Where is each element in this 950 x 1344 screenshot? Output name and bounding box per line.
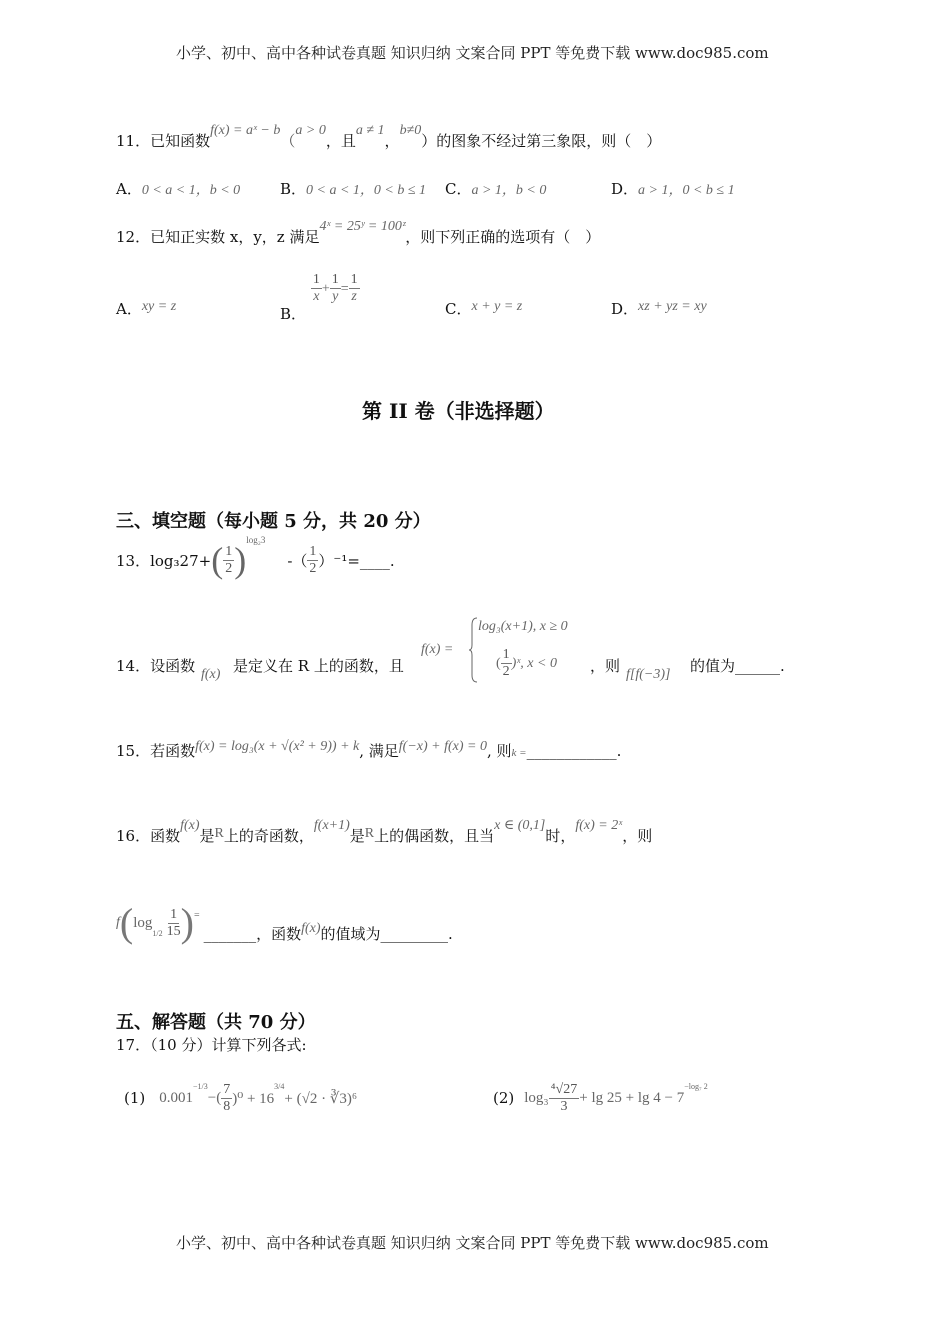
q12-option-a — [116, 298, 176, 319]
q14-case2-num: 1 — [502, 647, 510, 662]
q14-case1: log₃(x+1), x ≥ 0 — [478, 619, 568, 634]
q12-stem-a: 12．已知正实数 x，y，z 满足 — [116, 228, 320, 246]
q17-p1-a: 0.001 — [159, 1089, 193, 1106]
q14-fdef: f(x) = — [421, 642, 454, 657]
q15-a: 15．若函数 — [116, 742, 196, 760]
q13-half — [223, 544, 234, 577]
q14-a: 14．设函数 — [116, 657, 196, 675]
q12-b-eq: = — [340, 281, 349, 297]
q12-b-num1: 1 — [312, 272, 320, 287]
question-16-line-2: f ( log 1/2 $\frac{1}{15}$ ) = _______，函数 f(x) 的值域为_________. — [116, 900, 453, 945]
q17-p2-num: ⁴√27 — [550, 1081, 578, 1097]
q12-b-den-x: x — [313, 289, 320, 304]
q17-p1-exp: −1/3 — [193, 1081, 208, 1091]
q17-p2-frac — [549, 1082, 580, 1115]
q13-b: ）⁻¹=____. — [318, 551, 395, 570]
question-12-stem — [116, 219, 601, 247]
q16-line2-fx: f(x) — [301, 921, 321, 936]
q17-part-2 — [493, 1074, 708, 1122]
q11-cond3: b≠0 — [399, 123, 422, 138]
q16-line2-rest: _______，函数 — [203, 924, 302, 943]
q14-case2-post: )ˣ, x < 0 — [511, 655, 557, 671]
q11-func: f(x) = aˣ − b — [210, 123, 281, 138]
q11-b-math: 0 < a < 1，0 < b ≤ 1 — [306, 183, 427, 198]
q12-b-num3: 1 — [350, 272, 358, 287]
q11-cond1: a > 0 — [295, 123, 326, 138]
q14-case2 — [496, 647, 557, 680]
q11-c-math: a > 1，b < 0 — [471, 183, 547, 198]
section-5-title: 五、解答题（共 70 分） — [116, 1012, 316, 1033]
q11-sep2: ， — [384, 132, 400, 150]
q15-func: f(x) = log₃(x + √(x² + 9)) + k — [195, 739, 360, 754]
q16-d: 是 — [349, 827, 365, 845]
question-16 — [116, 818, 653, 846]
q14-case2-den: 2 — [502, 664, 510, 679]
q14-b: 是定义在 R 上的函数，且 — [233, 657, 404, 675]
page-header: 小学、初中、高中各种试卷真题 知识归纳 文案合同 PPT 等免费下载 www.doc985.com — [176, 44, 769, 62]
q11-sep1: ，且 — [325, 132, 356, 150]
q11-cond-open: （ — [280, 134, 296, 150]
q13-half2-num: 1 — [309, 543, 317, 559]
q12-b-frac-y — [330, 272, 341, 305]
q17-p1-num: 7 — [223, 1081, 231, 1097]
question-11-stem — [116, 123, 662, 151]
q17-p1-frac — [221, 1082, 232, 1115]
q17-p1-den: 8 — [223, 1098, 231, 1114]
q17-stem: 17．（10 分）计算下列各式: — [116, 1036, 307, 1054]
q11-d-label: D． — [611, 180, 639, 198]
q15-b: , 满足 — [359, 742, 399, 760]
q17-p1-c: )⁰ + 16 — [232, 1090, 275, 1107]
question-15 — [116, 740, 621, 761]
q12-a-label: A． — [116, 300, 142, 318]
q17-p2-den: 3 — [560, 1098, 568, 1114]
q16-line2-end: 的值域为_________. — [320, 924, 453, 943]
question-13: 13．log₃27+ ( $\frac{1}{2}$ ) log₂3 -（ $\frac{1}{2}$ ）⁻¹=____. — [116, 535, 395, 580]
q13-a: 13．log₃27+ — [116, 551, 212, 570]
q14-ffx: f[f(−3)] — [626, 667, 671, 682]
part-2-title: 第 II 卷（非选择题） — [362, 399, 555, 423]
q16-def: f(x) = 2ˣ — [575, 818, 623, 833]
q12-b-den-y: y — [332, 289, 339, 304]
q16-g: ，则 — [622, 827, 653, 845]
q13-half-den: 2 — [225, 560, 233, 576]
q14-d: 的值为______. — [690, 657, 785, 675]
q12-b-label: B． — [280, 304, 307, 323]
q12-d-label: D． — [611, 300, 639, 318]
q11-a-math: 0 < a < 1，b < 0 — [141, 183, 241, 198]
q15-k: k = — [511, 747, 527, 759]
q13-exp: log₂3 — [246, 535, 266, 545]
q11-option-a — [116, 178, 240, 199]
q17-p1-d: + (√2 · ∛3)⁶ — [284, 1090, 358, 1107]
q13-half2-den: 2 — [309, 560, 317, 576]
q11-option-b — [280, 178, 426, 199]
q16-line2-den: 15 — [166, 923, 181, 939]
q12-b-frac-z — [349, 272, 360, 305]
q16-dom: x ∈ (0,1] — [494, 818, 546, 833]
q17-p2-a: log₃ — [524, 1089, 549, 1106]
q12-stem-b: ，则下列正确的选项有（ ） — [405, 228, 601, 246]
q16-a: 16．函数 — [116, 827, 181, 845]
q16-b: 是 — [199, 827, 215, 845]
q12-b-plus: + — [321, 281, 330, 297]
section-3-title: 三、填空题（每小题 5 分，共 20 分） — [116, 511, 431, 532]
q14-c: ，则 — [590, 657, 621, 675]
q11-c-label: C． — [445, 180, 472, 198]
q12-b-frac-x — [311, 272, 322, 305]
q16-line2-eq: = — [193, 909, 200, 921]
q12-c-label: C． — [445, 300, 472, 318]
q12-d-math: xz + yz = xy — [638, 299, 707, 314]
q12-a-math: xy = z — [141, 299, 177, 314]
q11-a-label: A． — [116, 180, 142, 198]
q14-case2-pre: ( — [496, 655, 501, 671]
q17-part-1 — [124, 1074, 357, 1122]
page-footer: 小学、初中、高中各种试卷真题 知识归纳 文案合同 PPT 等免费下载 www.doc985.com — [176, 1234, 769, 1252]
q11-d-math: a > 1，0 < b ≤ 1 — [638, 183, 735, 198]
q16-line2-num: 1 — [170, 906, 178, 922]
q12-option-c — [445, 298, 522, 319]
q14-fx: f(x) — [201, 667, 221, 682]
q11-stem-a: 11．已知函数 — [116, 132, 211, 150]
q16-line2-base: 1/2 — [152, 928, 163, 938]
q14-brace — [468, 617, 476, 683]
q12-b-num2: 1 — [331, 272, 339, 287]
q13-half-num: 1 — [225, 543, 233, 559]
q16-e: 上的偶函数，且当 — [374, 827, 495, 845]
q11-cond2: a ≠ 1 — [355, 123, 385, 138]
q12-b-den-z: z — [351, 289, 357, 304]
q17-p2-b: + lg 25 + lg 4 − 7 — [579, 1089, 685, 1106]
q13-half2 — [307, 544, 318, 577]
q12-option-b — [280, 272, 360, 323]
q12-option-d — [611, 298, 707, 319]
q11-b-label: B． — [280, 180, 307, 198]
q14-case2-frac — [501, 647, 512, 680]
q16-line2-log: log — [133, 914, 153, 931]
q11-stem-b: ）的图象不经过第三象限，则（ ） — [421, 132, 662, 150]
q13-minus: -（ — [287, 551, 308, 570]
q15-d: ____________. — [526, 742, 622, 760]
q11-option-c — [445, 178, 546, 199]
q16-line2-frac — [167, 907, 181, 940]
q16-line2-f: f — [116, 915, 120, 930]
q16-r1: R — [214, 826, 224, 841]
q17-p2-exp: −log₇ 2 — [684, 1081, 708, 1091]
q15-cond: f(−x) + f(x) = 0 — [398, 739, 487, 754]
q11-option-d — [611, 178, 735, 199]
q17-p1-exp2: 3/4 — [274, 1081, 285, 1091]
q15-c: , 则 — [487, 742, 512, 760]
q17-p1-b: −( — [207, 1089, 222, 1106]
q16-c: 上的奇函数， — [223, 827, 314, 845]
q16-f: 时， — [545, 827, 576, 845]
q12-eq: 4ˣ = 25ʸ = 100ᶻ — [319, 219, 406, 234]
q17-p2-label: (2) — [493, 1089, 515, 1107]
q12-c-math: x + y = z — [471, 299, 523, 314]
q16-r2: R — [364, 826, 375, 841]
q17-p1-label: (1) — [124, 1089, 146, 1107]
q16-fx1: f(x+1) — [313, 818, 350, 833]
q16-fx: f(x) — [180, 818, 200, 833]
